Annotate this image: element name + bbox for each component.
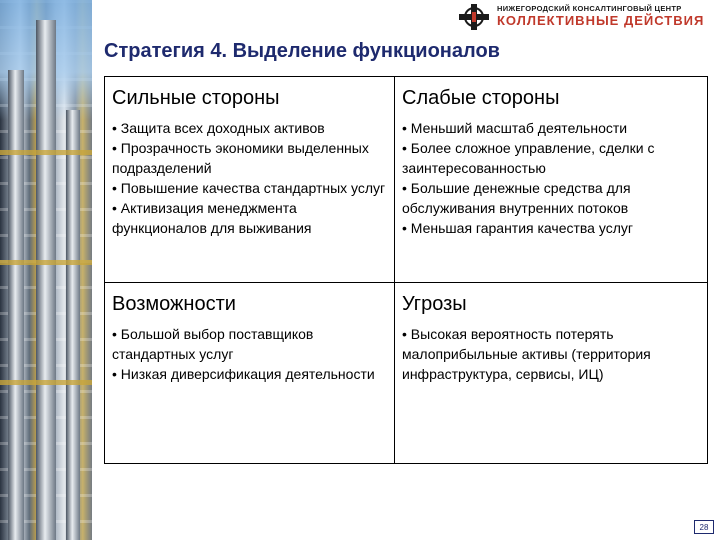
- list-item: • Более сложное управление, сделки с заинтересованностью: [402, 140, 655, 176]
- slide-number: 28: [694, 520, 714, 534]
- photo-column-3: [66, 110, 80, 540]
- list-item: • Меньший масштаб деятельности: [402, 120, 628, 136]
- photo-band: [0, 260, 92, 265]
- list-item: • Защита всех доходных активов: [112, 120, 325, 136]
- weaknesses-cell: [395, 77, 707, 283]
- photo-column-2: [36, 20, 56, 540]
- logo-name: КОЛЛЕКТИВНЫЕ ДЕЙСТВИЯ: [497, 13, 705, 28]
- photo-column-1: [8, 70, 24, 540]
- weaknesses-heading: Слабые стороны: [402, 87, 560, 109]
- opportunities-cell: [105, 283, 395, 463]
- list-item: • Прозрачность экономики выделенных подразделений: [112, 140, 369, 176]
- list-item: • Низкая диверсификация деятельности: [112, 366, 375, 382]
- page-title: Стратегия 4. Выделение функционалов: [104, 40, 500, 62]
- list-item: • Большие денежные средства для обслуживания внутренних потоков: [402, 180, 631, 216]
- logo-emblem-icon: [455, 2, 493, 32]
- threats-cell: [395, 283, 707, 463]
- company-logo: [455, 2, 717, 32]
- threats-heading: Угрозы: [402, 293, 467, 315]
- photo-band: [0, 150, 92, 155]
- list-item: • Активизация менеджмента функционалов для выживания: [112, 200, 312, 236]
- logo-subtitle: НИЖЕГОРОДСКИЙ КОНСАЛТИНГОВЫЙ ЦЕНТР: [497, 4, 682, 13]
- photo-band: [0, 380, 92, 385]
- list-item: • Повышение качества стандартных услуг: [112, 180, 386, 196]
- industrial-photo: [0, 0, 92, 540]
- list-item: • Меньшая гарантия качества услуг: [402, 220, 633, 236]
- strengths-cell: [105, 77, 395, 283]
- list-item: • Большой выбор поставщиков стандартных услуг: [112, 326, 314, 362]
- swot-table: [104, 76, 708, 464]
- list-item: • Высокая вероятность потерять малоприбыльные активы (территория инфраструктура, сервисы, ИЦ): [402, 326, 651, 382]
- strengths-heading: Сильные стороны: [112, 87, 280, 109]
- opportunities-heading: Возможности: [112, 293, 236, 315]
